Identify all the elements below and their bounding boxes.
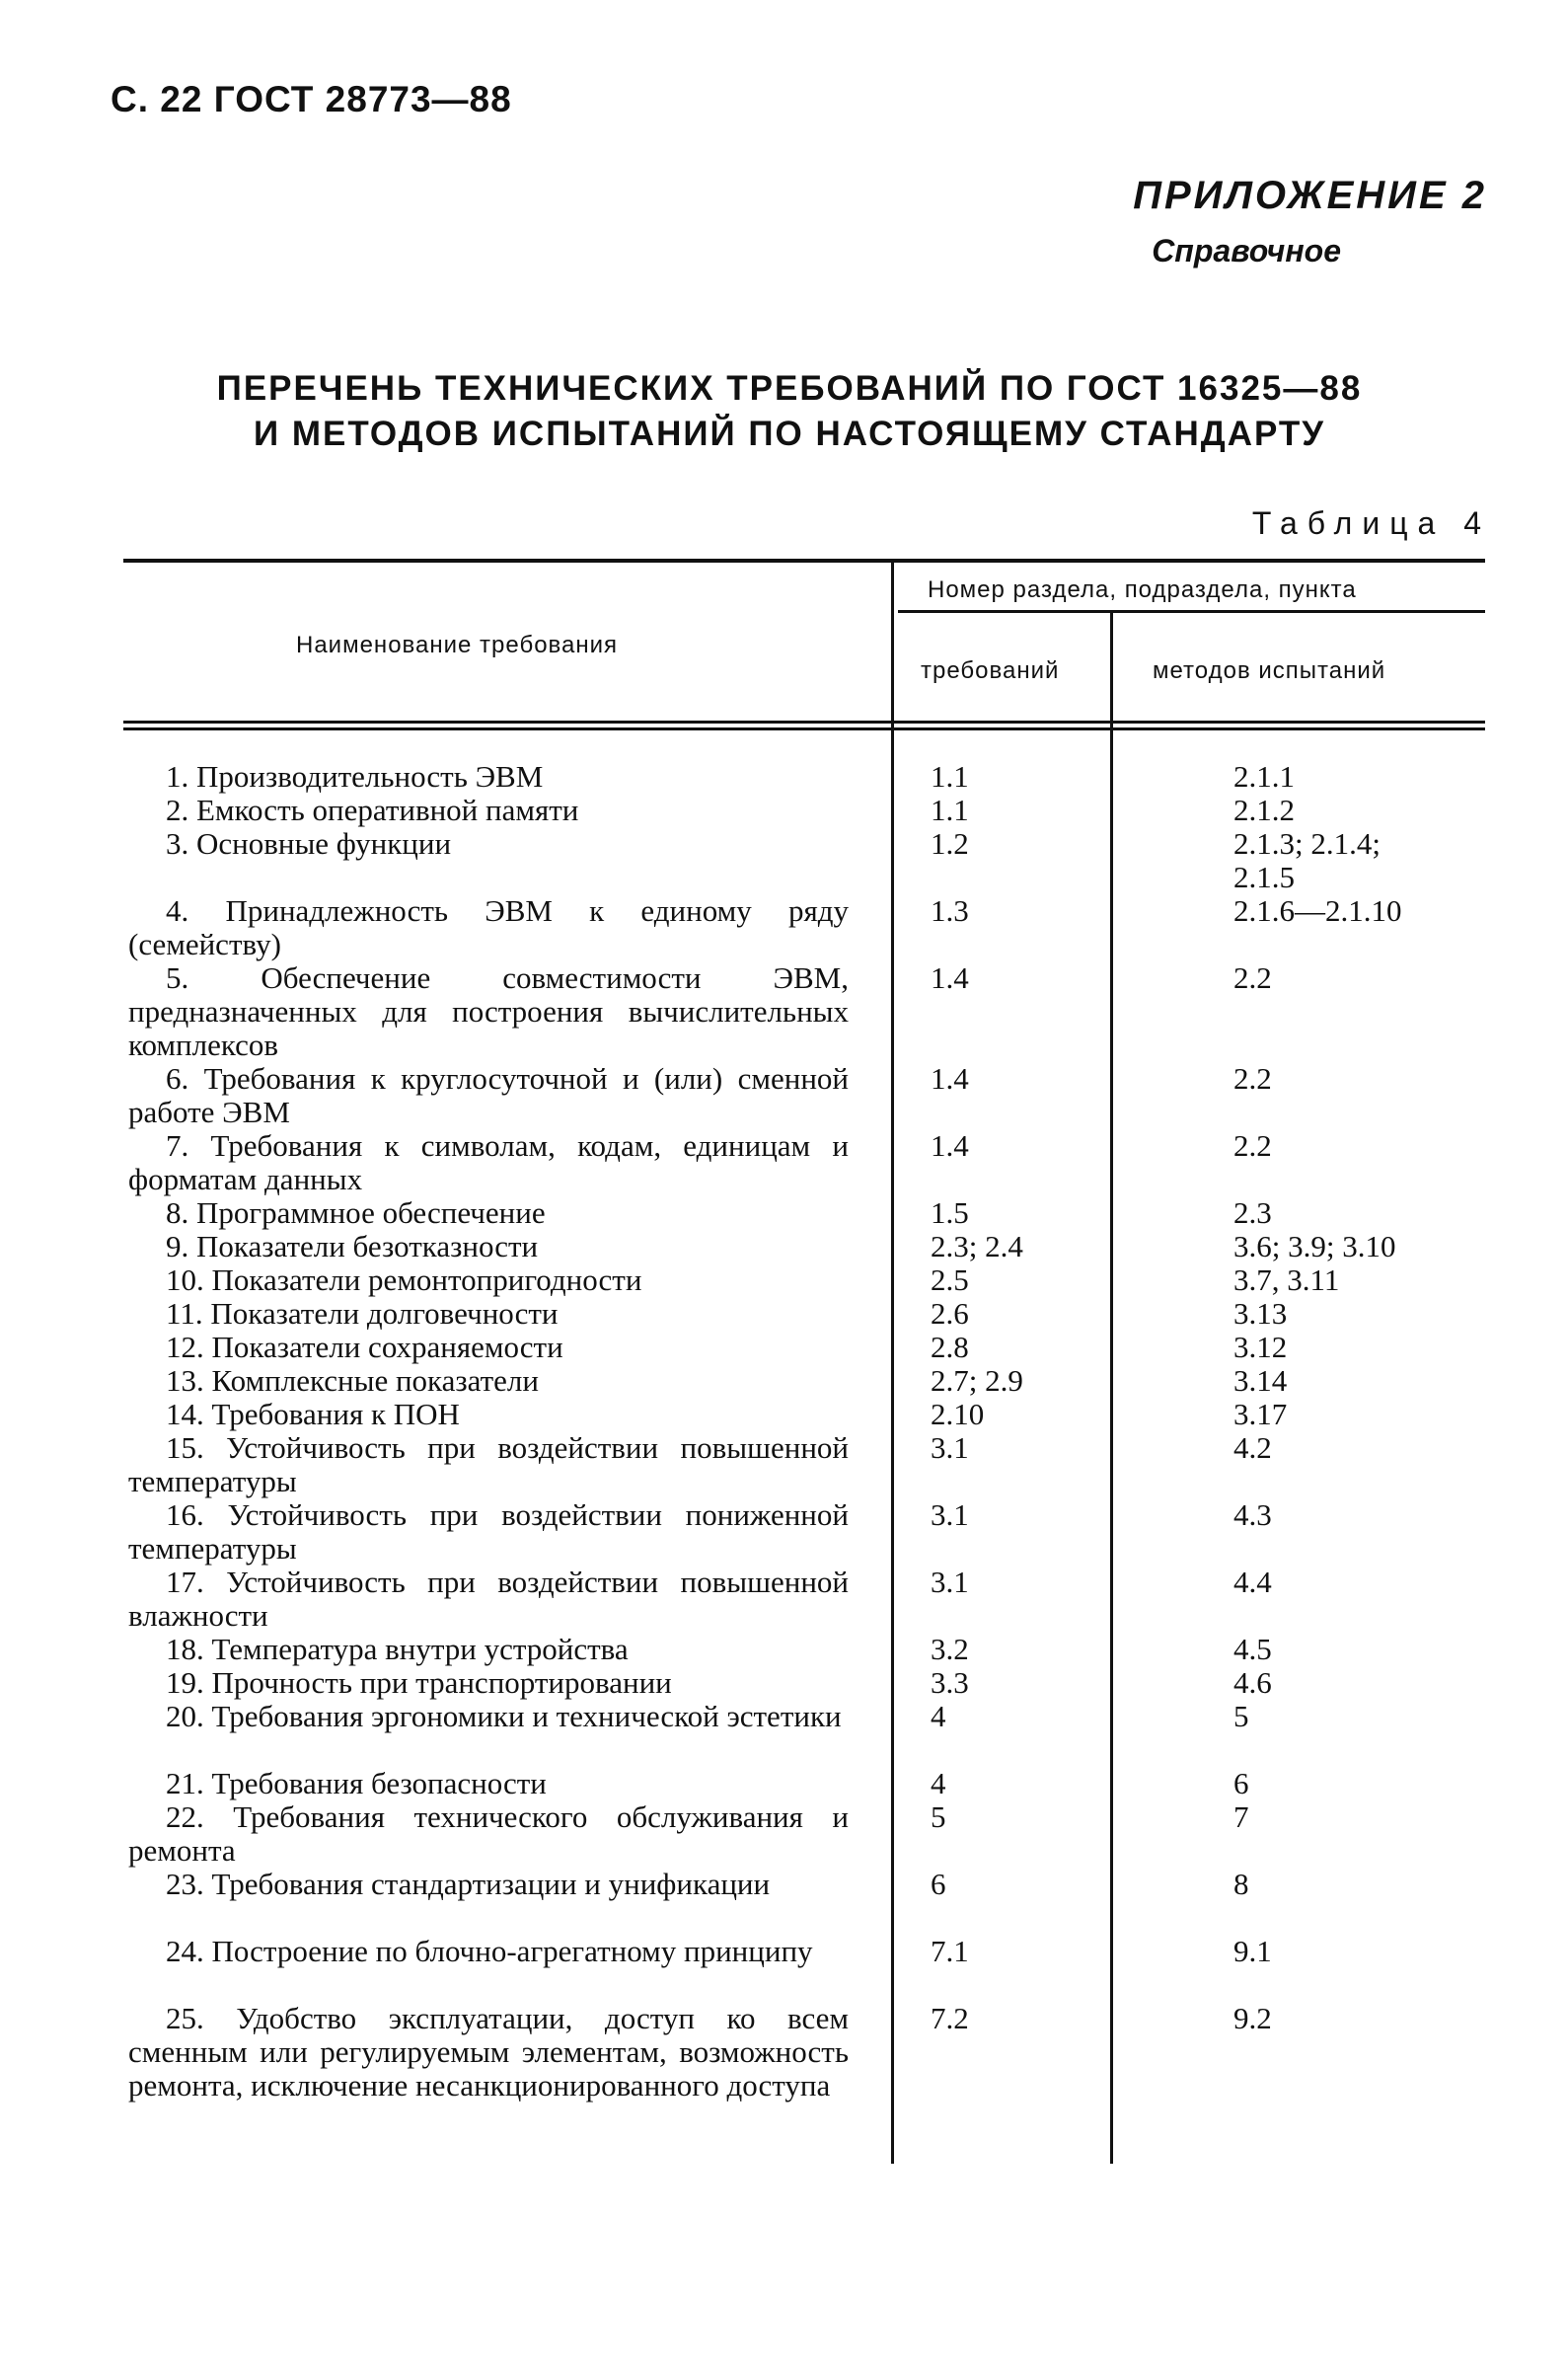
requirement-name: 8. Программное обеспечение [166,1195,546,1230]
document-title-line-1: ПЕРЕЧЕНЬ ТЕХНИЧЕСКИХ ТРЕБОВАНИЙ ПО ГОСТ 16325—88 [216,369,1363,408]
requirement-section: 6 [931,1867,946,1901]
requirement-name: 1. Производительность ЭВМ [166,759,544,794]
method-section: 9.1 [1233,1934,1272,1968]
requirement-name: 19. Прочность при транспортировании [166,1665,672,1700]
method-section: 3.12 [1233,1330,1288,1364]
appendix-subtitle: Справочное [1152,233,1341,268]
requirement-name: 10. Показатели ремонтопригодности [166,1262,642,1297]
requirement-section: 5 [931,1799,946,1834]
requirement-section: 1.5 [931,1195,969,1230]
requirement-section: 2.6 [931,1296,969,1331]
method-section: 2.1.6—2.1.10 [1233,893,1402,928]
requirement-name: 9. Показатели безотказности [166,1229,539,1263]
requirement-section: 2.3; 2.4 [931,1229,1023,1263]
method-section: 8 [1233,1867,1249,1901]
requirement-name: 25. Удобство эксплуатации, доступ ко всем сменным или регулируемым элементам, возможность ремонта, исключение несанкционированного доступа [128,2001,849,2102]
method-section: 3.7, 3.11 [1233,1262,1340,1297]
requirement-section: 1.2 [931,826,969,861]
method-section: 4.3 [1233,1497,1272,1532]
requirement-section: 3.2 [931,1632,969,1666]
page-header: С. 22 ГОСТ 28773—88 [111,79,512,119]
method-section: 3.17 [1233,1397,1288,1431]
requirement-section: 2.8 [931,1330,969,1364]
requirement-section: 3.1 [931,1430,969,1465]
requirement-section: 4 [931,1766,946,1800]
requirement-name: 16. Устойчивость при воздействии пониженной температуры [128,1497,849,1566]
requirement-name: 15. Устойчивость при воздействии повышенной температуры [128,1430,849,1498]
requirement-section: 1.4 [931,1128,969,1163]
method-section: 2.2 [1233,1061,1272,1096]
requirement-section: 1.4 [931,960,969,995]
requirement-name: 5. Обеспечение совместимости ЭВМ, предназначенных для построения вычислительных комплексов [128,960,849,1062]
requirement-section: 1.4 [931,1061,969,1096]
header-number-group: Номер раздела, подраздела, пункта [928,576,1357,603]
method-section: 3.14 [1233,1363,1288,1398]
method-section: 6 [1233,1766,1249,1800]
document-title-line-2: И МЕТОДОВ ИСПЫТАНИЙ ПО НАСТОЯЩЕМУ СТАНДАРТУ [253,415,1326,453]
requirement-name: 22. Требования технического обслуживания и ремонта [128,1799,849,1868]
method-section: 3.6; 3.9; 3.10 [1233,1229,1396,1263]
appendix-title: ПРИЛОЖЕНИЕ 2 [1133,174,1487,217]
requirement-name: 24. Построение по блочно-агрегатному принципу [166,1934,813,1968]
requirement-name: 13. Комплексные показатели [166,1363,539,1398]
requirement-name: 20. Требования эргономики и технической эстетики [166,1699,842,1733]
requirement-name: 2. Емкость оперативной памяти [166,793,579,827]
method-section: 7 [1233,1799,1249,1834]
method-section: 4.6 [1233,1665,1272,1700]
requirement-name: 23. Требования стандартизации и унификации [166,1867,771,1901]
requirement-section: 2.7; 2.9 [931,1363,1023,1398]
requirement-section: 7.1 [931,1934,969,1968]
requirement-name: 17. Устойчивость при воздействии повышенной влажности [128,1565,849,1633]
requirement-name: 11. Показатели долговечности [166,1296,559,1331]
requirement-name: 18. Температура внутри устройства [166,1632,629,1666]
method-section: 4.2 [1233,1430,1272,1465]
requirement-section: 3.1 [931,1497,969,1532]
requirement-name: 14. Требования к ПОН [166,1397,460,1431]
method-section: 2.1.3; 2.1.4; 2.1.5 [1233,826,1381,894]
method-section: 4.5 [1233,1632,1272,1666]
method-section: 3.13 [1233,1296,1288,1331]
requirement-section: 7.2 [931,2001,969,2035]
requirement-section: 4 [931,1699,946,1733]
requirement-section: 2.10 [931,1397,985,1431]
header-methods-column: методов испытаний [1153,657,1386,684]
requirement-name: 21. Требования безопасности [166,1766,547,1800]
header-requirements-column: требований [921,657,1060,684]
method-section: 9.2 [1233,2001,1272,2035]
requirement-section: 1.1 [931,759,969,794]
requirement-section: 2.5 [931,1262,969,1297]
method-section: 5 [1233,1699,1249,1733]
requirement-section: 1.1 [931,793,969,827]
method-section: 4.4 [1233,1565,1272,1599]
requirement-name: 7. Требования к символам, кодам, единицам и форматам данных [128,1128,849,1196]
table-label: Таблица 4 [1251,505,1491,541]
method-section: 2.1.2 [1233,793,1295,827]
method-section: 2.3 [1233,1195,1272,1230]
method-section: 2.1.1 [1233,759,1295,794]
method-section: 2.2 [1233,960,1272,995]
requirement-section: 1.3 [931,893,969,928]
requirement-name: 12. Показатели сохраняемости [166,1330,563,1364]
header-name-column: Наименование требования [296,632,619,658]
requirement-name: 4. Принадлежность ЭВМ к единому ряду (семейству) [128,893,849,961]
requirement-name: 6. Требования к круглосуточной и (или) сменной работе ЭВМ [128,1061,849,1129]
requirement-section: 3.3 [931,1665,969,1700]
requirement-section: 3.1 [931,1565,969,1599]
method-section: 2.2 [1233,1128,1272,1163]
requirement-name: 3. Основные функции [166,826,452,861]
